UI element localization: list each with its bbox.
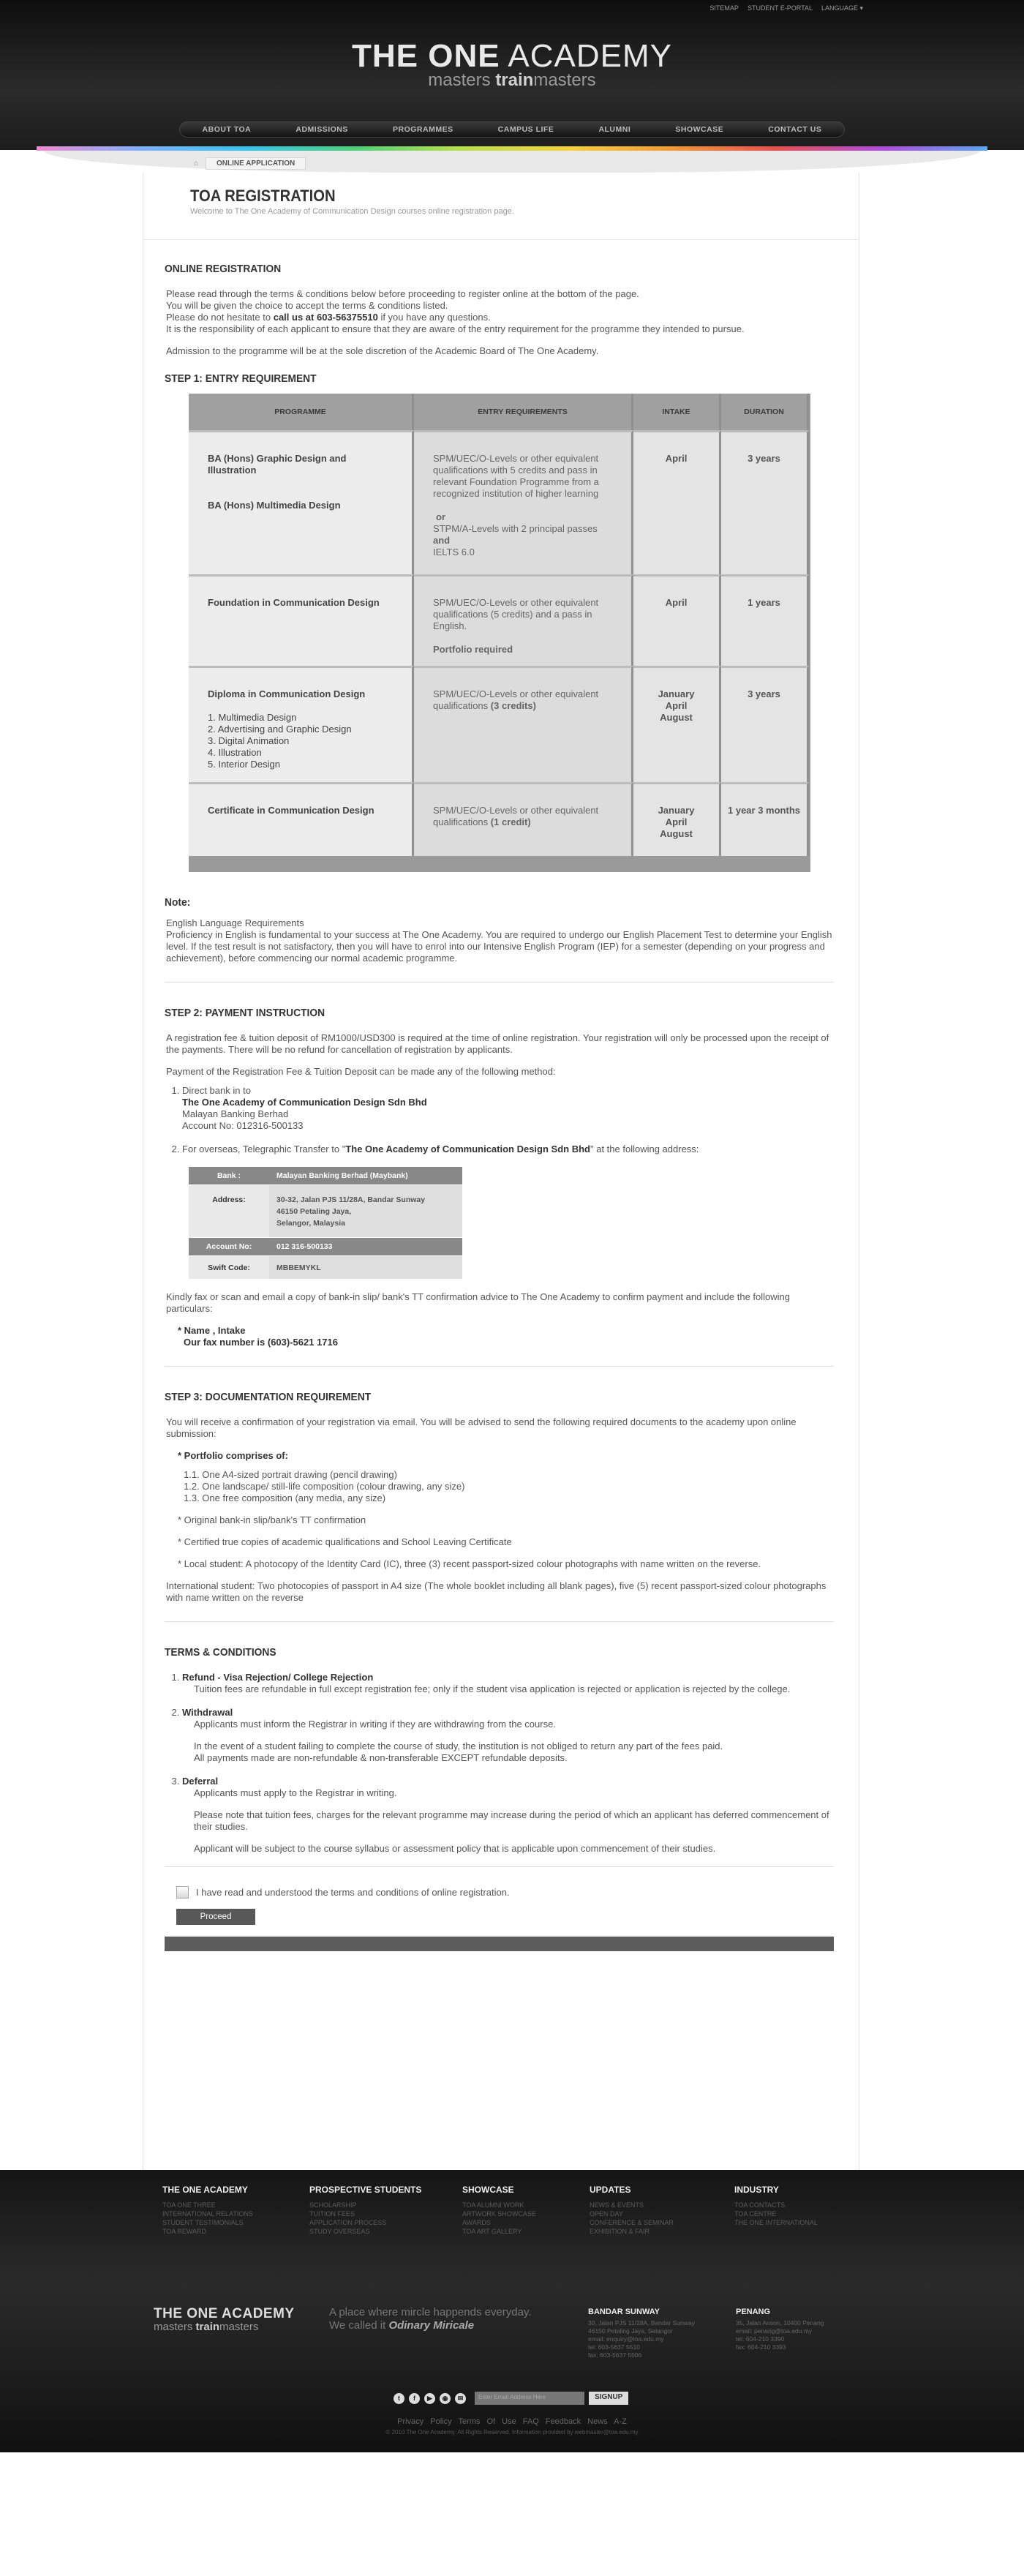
bank-details-table xyxy=(189,1167,462,1280)
nav-about[interactable]: ABOUT TOA xyxy=(202,125,252,134)
signup-button[interactable]: SIGNUP xyxy=(589,2392,628,2405)
nav-programmes[interactable]: PROGRAMMES xyxy=(392,125,453,134)
duration: 3 years xyxy=(721,430,809,574)
programme-name: BA (Hons) Graphic Design and Illustration xyxy=(208,453,347,476)
duration: 1 years xyxy=(721,574,809,666)
logo-text: ACADEMY xyxy=(500,38,672,74)
note-heading: Note: xyxy=(165,896,191,909)
requirement: and xyxy=(433,535,451,546)
divider xyxy=(165,1866,834,1867)
section-heading: STEP 3: DOCUMENTATION REQUIREMENT xyxy=(165,1391,372,1403)
text: Withdrawal xyxy=(182,1707,233,1718)
intake: April xyxy=(665,816,688,827)
home-icon[interactable]: ⌂ xyxy=(193,159,199,168)
requirement: STPM/A-Levels with 2 principal passes xyxy=(433,523,598,534)
footer-link[interactable]: STUDY OVERSEAS xyxy=(309,2228,370,2235)
text: Applicant will be subject to the course syllabus or assessment policy that is applicable upon commencement of their studies. xyxy=(194,1843,716,1854)
footer-link[interactable]: INTERNATIONAL RELATIONS xyxy=(162,2210,253,2218)
tagline-text: A place where mircle happends everyday. xyxy=(329,2306,532,2318)
intake: January xyxy=(658,688,695,699)
text: 1. Direct bank in to xyxy=(182,1085,251,1096)
list-item: 3. Digital Animation xyxy=(208,735,290,746)
text: The One Academy of Communication Design Sdn Bhd xyxy=(182,1097,427,1108)
email-icon[interactable]: ✉ xyxy=(455,2393,466,2404)
text: * Original bank-in slip/bank's TT confirmation xyxy=(178,1514,366,1525)
entry-requirements-table xyxy=(189,394,810,872)
nav-alumni[interactable]: ALUMNI xyxy=(598,125,631,134)
divider xyxy=(165,1621,834,1622)
text: For overseas, Telegraphic Transfer to " xyxy=(182,1144,346,1154)
text: Malayan Banking Berhad xyxy=(182,1108,289,1119)
text: Please note that tuition fees, charges for the relevant programme may increase during the period of which an applicant has deferred commencement of their studies. xyxy=(194,1809,829,1832)
office-address xyxy=(736,2307,824,2351)
requirement: (3 credits) xyxy=(490,700,536,711)
section-heading: TERMS & CONDITIONS xyxy=(165,1646,276,1659)
text: Please do not hesitate to call us at 603-56375510 if you have any questions. xyxy=(166,312,491,323)
text: Deferral xyxy=(182,1776,219,1787)
text: Please read through the terms & conditions below before proceeding to register online at the bottom of the page. xyxy=(166,288,639,299)
facebook-icon[interactable]: f xyxy=(409,2393,420,2404)
breadcrumb-current: ONLINE APPLICATION xyxy=(206,157,306,170)
section-heading: STEP 1: ENTRY REQUIREMENT xyxy=(165,372,317,385)
text: Proficiency in English is fundamental to your success at The One Academy. You are required to undergo our English Placement Test to determine your English level. If the test result is not satisfactory, then you will have to enrol into our Intensive English Program (IEP) for a semester (depending on your progress and achievement), before commencing our normal academic programme. xyxy=(166,929,832,964)
table-row xyxy=(189,574,809,666)
text: * Certified true copies of academic qualifications and School Leaving Certificate xyxy=(178,1536,512,1547)
requirement: SPM/UEC/O-Levels or other equivalent qualifications xyxy=(433,688,599,711)
footer-heading: SHOWCASE xyxy=(462,2185,514,2195)
tagline-emphasis: Odinary Miricale xyxy=(388,2319,475,2332)
footer-link[interactable]: NEWS & EVENTS xyxy=(590,2201,644,2209)
table-row xyxy=(189,782,809,856)
office-line: 46150 Petaling Jaya, Selangor xyxy=(588,2327,673,2335)
text: Tuition fees are refundable in full except registration fee; only if the student visa application is rejected or application is rejected by the college. xyxy=(194,1683,791,1694)
nav-campus-life[interactable]: CAMPUS LIFE xyxy=(497,125,554,134)
breadcrumb xyxy=(187,157,306,170)
field-value: 012 316-500133 xyxy=(269,1238,462,1256)
programme-name: Certificate in Communication Design xyxy=(208,805,374,816)
field-label: Swift Code: xyxy=(189,1256,269,1280)
text: Account No: 012316-500133 xyxy=(182,1120,304,1131)
requirement: or xyxy=(436,511,445,522)
text: All payments made are non-refundable & non-transferable EXCEPT refundable deposits. xyxy=(194,1752,568,1763)
text: * Portfolio comprises of: xyxy=(178,1450,288,1461)
list-item xyxy=(182,1672,834,1695)
office-line: email: enquiry@toa.edu.my xyxy=(588,2335,664,2343)
intake: April xyxy=(633,574,721,666)
footer-link[interactable]: TOA REWARD xyxy=(162,2228,207,2235)
footer-link[interactable]: EXHIBITION & FAIR xyxy=(590,2228,650,2235)
footer-column xyxy=(162,2185,253,2236)
footer-link[interactable]: TOA CONTACTS xyxy=(734,2201,786,2209)
divider xyxy=(165,982,834,983)
office-line: fax: 604-210 3393 xyxy=(736,2343,786,2351)
footer-links[interactable]: Privacy Policy Terms Of Use FAQ Feedback News A-Z xyxy=(397,2417,627,2426)
newsletter-email-input[interactable]: Enter Email Address Here xyxy=(475,2392,584,2405)
list-item: 4. Illustration xyxy=(208,747,262,758)
footer-logo[interactable] xyxy=(154,2306,295,2333)
fax-number: Our fax number is (603)-5621 1716 xyxy=(184,1337,338,1348)
text: " at the following address: xyxy=(590,1144,699,1154)
footer-link[interactable]: TOA ALUMNI WORK xyxy=(462,2201,524,2209)
section-heading: STEP 2: PAYMENT INSTRUCTION xyxy=(165,1007,325,1019)
site-header xyxy=(0,0,1024,150)
text: * Local student: A photocopy of the Identity Card (IC), three (3) recent passport-sized colour photographs with name written on the reverse. xyxy=(178,1558,761,1569)
list-item: 1. Multimedia Design xyxy=(208,712,297,723)
text: English Language Requirements xyxy=(166,917,304,928)
main-content xyxy=(165,263,834,1951)
list-item xyxy=(182,1707,834,1764)
page-header xyxy=(190,187,514,216)
column-header: ENTRY REQUIREMENTS xyxy=(414,394,633,430)
section-heading: ONLINE REGISTRATION xyxy=(165,263,282,275)
requirement: SPM/UEC/O-Levels or other equivalent qualifications with 5 credits and pass in relevant Foundation Programme from a recognized institution of higher learning xyxy=(433,453,599,499)
requirement: (1 credit) xyxy=(490,816,531,827)
intake: August xyxy=(660,828,693,839)
text: The One Academy of Communication Design Sdn Bhd xyxy=(345,1144,590,1154)
text: Applicants must apply to the Registrar in writing. xyxy=(194,1787,397,1798)
copyright: © 2010 The One Academy. All Rights Reserved. Information provided by webmaster@toa.edu.my xyxy=(385,2429,639,2436)
text: You will be given the choice to accept the terms & conditions listed. xyxy=(166,300,448,311)
footer-column xyxy=(462,2185,536,2236)
office-line: tel: 603-5637 5510 xyxy=(588,2343,640,2351)
utility-links xyxy=(709,4,863,12)
field-value: MBBEMYKL xyxy=(269,1256,462,1280)
programme-name: Foundation in Communication Design xyxy=(208,597,380,608)
footer-logo-tagline: train xyxy=(195,2321,220,2333)
footer-heading: INDUSTRY xyxy=(734,2185,779,2195)
page-subtitle: Welcome to The One Academy of Communication Design courses online registration page. xyxy=(190,207,514,216)
intake: April xyxy=(633,430,721,574)
footer-column xyxy=(734,2185,818,2227)
field-label: Address: xyxy=(189,1185,269,1238)
office-line: tel: 604-210 3390 xyxy=(736,2335,785,2343)
footer-column xyxy=(590,2185,674,2236)
list-item: 1.2. One landscape/ still-life composition (colour drawing, any size) xyxy=(184,1481,465,1492)
intake: April xyxy=(665,700,688,711)
table-row xyxy=(189,430,809,574)
footer-link[interactable]: TOA ONE THREE xyxy=(162,2201,216,2209)
footer-heading: PROSPECTIVE STUDENTS xyxy=(309,2185,422,2195)
text: In the event of a student failing to complete the course of study, the institution is not obliged to return any part of the fees paid. xyxy=(194,1741,723,1751)
field-value: Selangor, Malaysia xyxy=(276,1219,345,1228)
footer-logo-tagline: masters xyxy=(219,2321,259,2333)
tagline-text: We called it xyxy=(329,2319,389,2332)
main-nav xyxy=(179,121,845,138)
footer-logo-text: THE ONE ACADEMY xyxy=(154,2306,295,2321)
office-address xyxy=(588,2307,695,2359)
text: Payment of the Registration Fee & Tuition Deposit can be made any of the following method: xyxy=(166,1066,556,1077)
logo-tagline-c: masters xyxy=(533,70,596,90)
content-footer-bar xyxy=(165,1937,834,1951)
twitter-icon[interactable]: t xyxy=(394,2393,404,2404)
field-value: 30-32, Jalan PJS 11/28A, Bandar Sunway xyxy=(276,1195,426,1204)
footer-link[interactable]: THE ONE INTERNATIONAL xyxy=(734,2219,818,2226)
requirement: IELTS 6.0 xyxy=(433,547,475,557)
site-footer xyxy=(0,2170,1024,2452)
sitemap-link[interactable]: SITEMAP xyxy=(709,4,739,12)
intake: August xyxy=(660,712,693,723)
youtube-icon[interactable]: ▶ xyxy=(424,2393,435,2404)
field-label: Account No: xyxy=(189,1238,269,1256)
footer-heading: UPDATES xyxy=(590,2185,631,2195)
list-item: 1.1. One A4-sized portrait drawing (pencil drawing) xyxy=(184,1469,397,1480)
column-header: INTAKE xyxy=(633,394,721,430)
requirement: SPM/UEC/O-Levels or other equivalent qualifications (5 credits) and a pass in English. xyxy=(433,597,599,631)
nav-contact[interactable]: CONTACT US xyxy=(768,125,822,134)
footer-link[interactable]: TOA ART GALLERY xyxy=(462,2228,522,2235)
office-line: 30, Jalan PJS 11/28A, Bandar Sunway xyxy=(588,2319,695,2327)
footer-link[interactable]: CONFERENCE & SEMINAR xyxy=(590,2219,674,2226)
footer-link[interactable]: TOA CENTRE xyxy=(734,2210,777,2218)
requirement: Portfolio required xyxy=(433,644,513,655)
nav-admissions[interactable]: ADMISSIONS xyxy=(295,125,348,134)
text: Admission to the programme will be at the sole discretion of the Academic Board of The One Academy. xyxy=(166,345,599,356)
programme-name: Diploma in Communication Design xyxy=(208,688,366,699)
logo-text-bold: THE ONE xyxy=(352,38,500,74)
flickr-icon[interactable]: ◉ xyxy=(440,2393,451,2404)
field-value: 46150 Petaling Jaya, xyxy=(276,1207,352,1216)
list-item: 5. Interior Design xyxy=(208,759,280,770)
footer-link[interactable]: APPLICATION PROCESS xyxy=(309,2219,387,2226)
list-item xyxy=(182,1144,834,1155)
list-item xyxy=(182,1085,834,1132)
agree-checkbox[interactable] xyxy=(176,1886,189,1899)
office-name: PENANG xyxy=(736,2307,771,2316)
list-item: 2. Advertising and Graphic Design xyxy=(208,724,352,735)
social-bar xyxy=(394,2392,628,2405)
programme-name: BA (Hons) Multimedia Design xyxy=(208,500,341,511)
footer-logo-tagline: masters xyxy=(154,2321,196,2333)
logo-tagline-a: masters xyxy=(428,70,496,90)
text: Refund - Visa Rejection/ College Rejection xyxy=(182,1672,374,1683)
intake: January xyxy=(658,805,695,816)
phone-number: call us at 603-56375510 xyxy=(273,312,378,323)
field-value: Malayan Banking Berhad (Maybank) xyxy=(269,1167,462,1185)
nav-showcase[interactable]: SHOWCASE xyxy=(675,125,724,134)
divider xyxy=(143,239,859,240)
footer-link[interactable]: TUITION FEES xyxy=(309,2210,355,2218)
duration: 3 years xyxy=(721,666,809,782)
site-logo[interactable] xyxy=(0,38,1024,91)
proceed-button[interactable]: Proceed xyxy=(176,1909,255,1925)
table-row xyxy=(189,666,809,782)
terms-agreement xyxy=(165,1886,834,1899)
office-line: fax: 603-5637 5506 xyxy=(588,2351,642,2359)
text: Kindly fax or scan and email a copy of bank-in slip/ bank's TT confirmation advice to The One Academy to confirm payment and include the following particulars: xyxy=(166,1291,790,1314)
footer-link[interactable]: SCHOLARSHIP xyxy=(309,2201,357,2209)
office-line: email: penang@toa.edu.my xyxy=(736,2327,813,2335)
duration: 1 year 3 months xyxy=(721,782,809,856)
text: You will receive a confirmation of your registration via email. You will be advised to send the following required documents to the academy upon online submission: xyxy=(166,1416,797,1439)
text: * Name , Intake xyxy=(178,1325,246,1336)
office-name: BANDAR SUNWAY xyxy=(588,2307,660,2316)
office-line: 35, Jalan Anson, 10400 Penang xyxy=(736,2319,824,2327)
field-label: Bank : xyxy=(189,1167,269,1185)
footer-link[interactable]: ARTWORK SHOWCASE xyxy=(462,2210,536,2218)
list-item: 1.3. One free composition (any media, any size) xyxy=(184,1492,386,1503)
breadcrumb-bar xyxy=(44,151,980,173)
list-item xyxy=(182,1776,834,1855)
requirement: SPM/UEC/O-Levels or other equivalent qualifications xyxy=(433,805,599,827)
divider xyxy=(165,1366,834,1367)
column-header: PROGRAMME xyxy=(189,394,414,430)
footer-link[interactable]: STUDENT TESTIMONIALS xyxy=(162,2219,244,2226)
logo-tagline-b: train xyxy=(495,70,534,90)
text: International student: Two photocopies of passport in A4 size (The whole booklet including all blank pages), five (5) recent passport-sized colour photographs with name written on the reverse xyxy=(166,1580,827,1603)
page-title: TOA REGISTRATION xyxy=(190,187,336,205)
footer-tagline xyxy=(329,2306,532,2332)
text: Applicants must inform the Registrar in writing if they are withdrawing from the course. xyxy=(194,1719,556,1730)
footer-heading: THE ONE ACADEMY xyxy=(162,2185,248,2195)
footer-column xyxy=(309,2185,421,2236)
student-eportal-link[interactable]: STUDENT E-PORTAL xyxy=(747,4,813,12)
text: It is the responsibility of each applicant to ensure that they are aware of the entry requirement for the programme they intended to pursue. xyxy=(166,323,745,334)
footer-link[interactable]: OPEN DAY xyxy=(590,2210,623,2218)
column-header: DURATION xyxy=(721,394,809,430)
footer-link[interactable]: AWARDS xyxy=(462,2219,491,2226)
agree-label: I have read and understood the terms and conditions of online registration. xyxy=(196,1886,510,1898)
text: A registration fee & tuition deposit of RM1000/USD300 is required at the time of online registration. Your registration will only be processed upon the receipt of the payments. There will be no refund for cancellation of registration by applicants. xyxy=(166,1032,829,1055)
language-dropdown[interactable]: LANGUAGE ▾ xyxy=(821,4,863,12)
